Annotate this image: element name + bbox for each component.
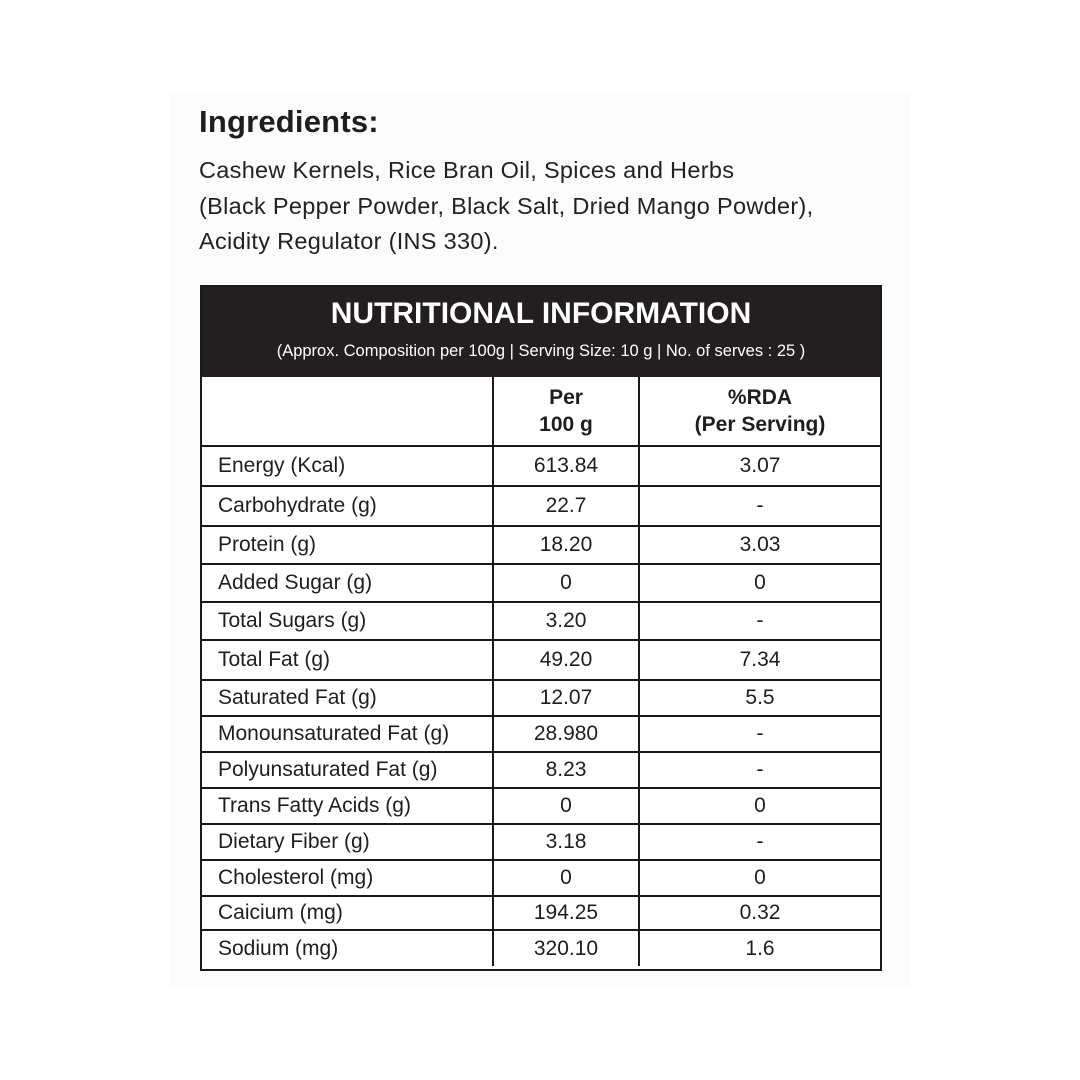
table-row — [202, 446, 880, 486]
header-per-line1: Per — [549, 386, 583, 409]
rda-value: 0 — [639, 788, 880, 824]
nutrient-name: Dietary Fiber (g) — [202, 824, 493, 860]
per-100g-value: 18.20 — [493, 526, 639, 564]
nutrition-title: NUTRITIONAL INFORMATION — [330, 297, 752, 330]
nutrient-name: Added Sugar (g) — [202, 564, 493, 602]
nutrient-name: Carbohydrate (g) — [202, 486, 493, 526]
nutrient-name: Total Sugars (g) — [202, 602, 493, 640]
rda-value: 0 — [639, 860, 880, 896]
table-row — [202, 602, 880, 640]
nutrient-name: Trans Fatty Acids (g) — [202, 788, 493, 824]
per-100g-value: 0 — [493, 564, 639, 602]
table-row — [202, 824, 880, 860]
per-100g-value: 0 — [493, 860, 639, 896]
ingredients-line: Acidity Regulator (INS 330). — [199, 228, 499, 254]
per-100g-value: 12.07 — [493, 680, 639, 716]
per-100g-value: 3.18 — [493, 824, 639, 860]
per-100g-value: 3.20 — [493, 602, 639, 640]
header-per-100g — [493, 377, 639, 446]
header-per-line2: 100 g — [539, 413, 593, 436]
nutrient-name: Monounsaturated Fat (g) — [202, 716, 493, 752]
nutrient-name: Total Fat (g) — [202, 640, 493, 680]
nutrition-header — [202, 287, 880, 377]
table-row — [202, 860, 880, 896]
per-100g-value: 49.20 — [493, 640, 639, 680]
ingredients-line: (Black Pepper Powder, Black Salt, Dried Mango Powder), — [199, 192, 814, 219]
rda-value: 7.34 — [639, 640, 880, 680]
nutrition-panel — [200, 285, 882, 971]
nutrient-name: Polyunsaturated Fat (g) — [202, 752, 493, 788]
rda-value: 3.07 — [639, 446, 880, 486]
rda-value: - — [639, 752, 880, 788]
nutrient-name: Saturated Fat (g) — [202, 680, 493, 716]
rda-value: - — [639, 716, 880, 752]
rda-value: 0 — [639, 564, 880, 602]
table-row — [202, 640, 880, 680]
nutrient-name: Sodium (mg) — [202, 930, 493, 966]
nutrient-name: Energy (Kcal) — [202, 446, 493, 486]
ingredients-text — [199, 153, 899, 260]
table-header-row — [202, 377, 880, 446]
table-row — [202, 788, 880, 824]
header-rda — [639, 377, 880, 446]
nutrient-name: Cholesterol (mg) — [202, 860, 493, 896]
table-row — [202, 564, 880, 602]
rda-value: - — [639, 602, 880, 640]
nutrient-name: Caicium (mg) — [202, 896, 493, 930]
per-100g-value: 194.25 — [493, 896, 639, 930]
nutrition-subtitle: (Approx. Composition per 100g | Serving Size: 10 g | No. of serves : 25 ) — [276, 342, 806, 360]
per-100g-value: 28.980 — [493, 716, 639, 752]
nutrient-name: Protein (g) — [202, 526, 493, 564]
rda-value: 1.6 — [639, 930, 880, 966]
rda-value: - — [639, 486, 880, 526]
table-row — [202, 680, 880, 716]
rda-value: 5.5 — [639, 680, 880, 716]
header-rda-line1: %RDA — [727, 386, 793, 409]
rda-value: - — [639, 824, 880, 860]
rda-value: 0.32 — [639, 896, 880, 930]
per-100g-value: 8.23 — [493, 752, 639, 788]
ingredients-line: Cashew Kernels, Rice Bran Oil, Spices and Herbs — [199, 157, 735, 183]
table-row — [202, 486, 880, 526]
header-empty-cell — [202, 377, 493, 446]
table-row — [202, 752, 880, 788]
table-row — [202, 716, 880, 752]
ingredients-title: Ingredients: — [199, 104, 379, 139]
nutrition-table — [202, 377, 880, 966]
per-100g-value: 320.10 — [493, 930, 639, 966]
table-row — [202, 930, 880, 966]
table-row — [202, 526, 880, 564]
per-100g-value: 22.7 — [493, 486, 639, 526]
per-100g-value: 613.84 — [493, 446, 639, 486]
header-rda-line2: (Per Serving) — [694, 413, 826, 436]
table-row — [202, 896, 880, 930]
rda-value: 3.03 — [639, 526, 880, 564]
per-100g-value: 0 — [493, 788, 639, 824]
